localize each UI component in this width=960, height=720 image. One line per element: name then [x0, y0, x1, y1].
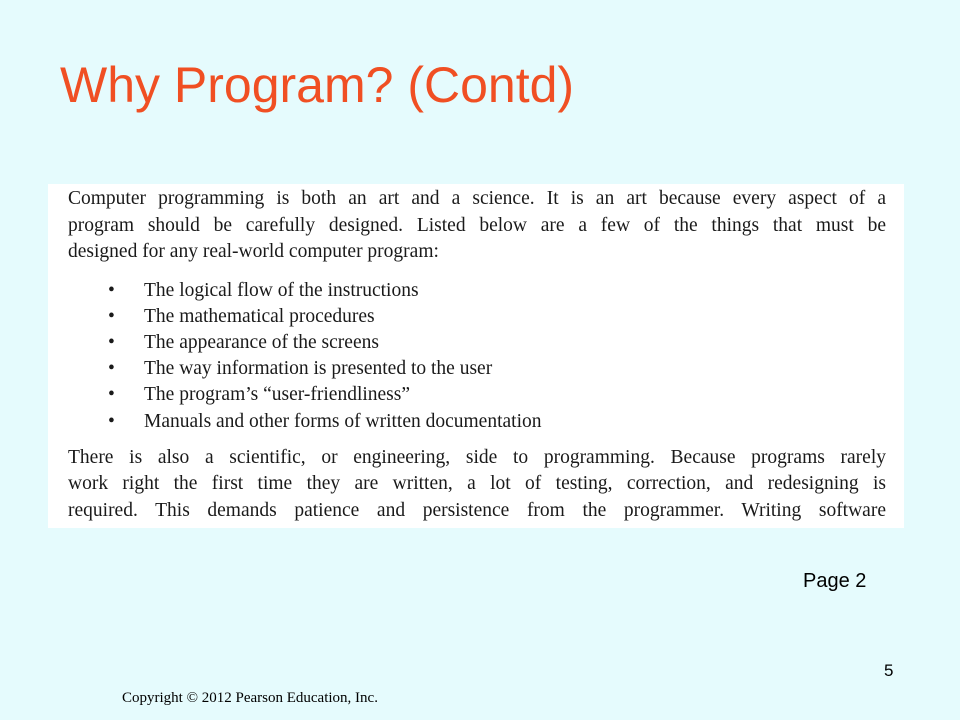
textbook-excerpt [48, 184, 904, 528]
bullet-icon: • [108, 331, 115, 353]
list-item-text: The mathematical procedures [144, 305, 375, 327]
bullet-icon: • [108, 410, 115, 432]
list-item [68, 304, 886, 330]
bullet-icon: • [108, 305, 115, 327]
list-item-text: The appearance of the screens [144, 331, 379, 353]
intro-line: Computer programming is both an art and a science. It is an art because every aspect of a [68, 188, 886, 209]
list-item [68, 409, 886, 435]
closing-paragraph [68, 445, 886, 525]
list-item [68, 330, 886, 356]
list-item-text: The logical flow of the instructions [144, 279, 419, 301]
bullet-list [68, 278, 886, 435]
bullet-icon: • [108, 358, 115, 380]
intro-line: program should be carefully designed. Listed below are a few of the things that must be [68, 214, 886, 236]
intro-line: designed for any real-world computer program: [68, 241, 439, 262]
list-item-text: The way information is presented to the user [144, 358, 493, 380]
page-reference: Page 2 [803, 570, 867, 592]
closing-line: There is also a scientific, or engineering, side to programming. Because programs rarely [68, 446, 886, 468]
list-item [68, 356, 886, 382]
copyright-notice: Copyright © 2012 Pearson Education, Inc. [122, 690, 378, 706]
list-item [68, 278, 886, 304]
closing-line: required. This demands patience and persistence from the programmer. Writing software [68, 499, 886, 521]
slide-title: Why Program? (Contd) [60, 57, 575, 113]
list-item-text: Manuals and other forms of written documentation [144, 410, 542, 432]
list-item-text: The program’s “user-friendliness” [144, 384, 411, 406]
intro-paragraph [68, 186, 886, 266]
bullet-icon: • [108, 279, 115, 301]
slide-number: 5 [884, 661, 894, 680]
list-item [68, 382, 886, 408]
closing-line: work right the first time they are written, a lot of testing, correction, and redesigning is [68, 473, 886, 495]
bullet-icon: • [108, 384, 115, 406]
